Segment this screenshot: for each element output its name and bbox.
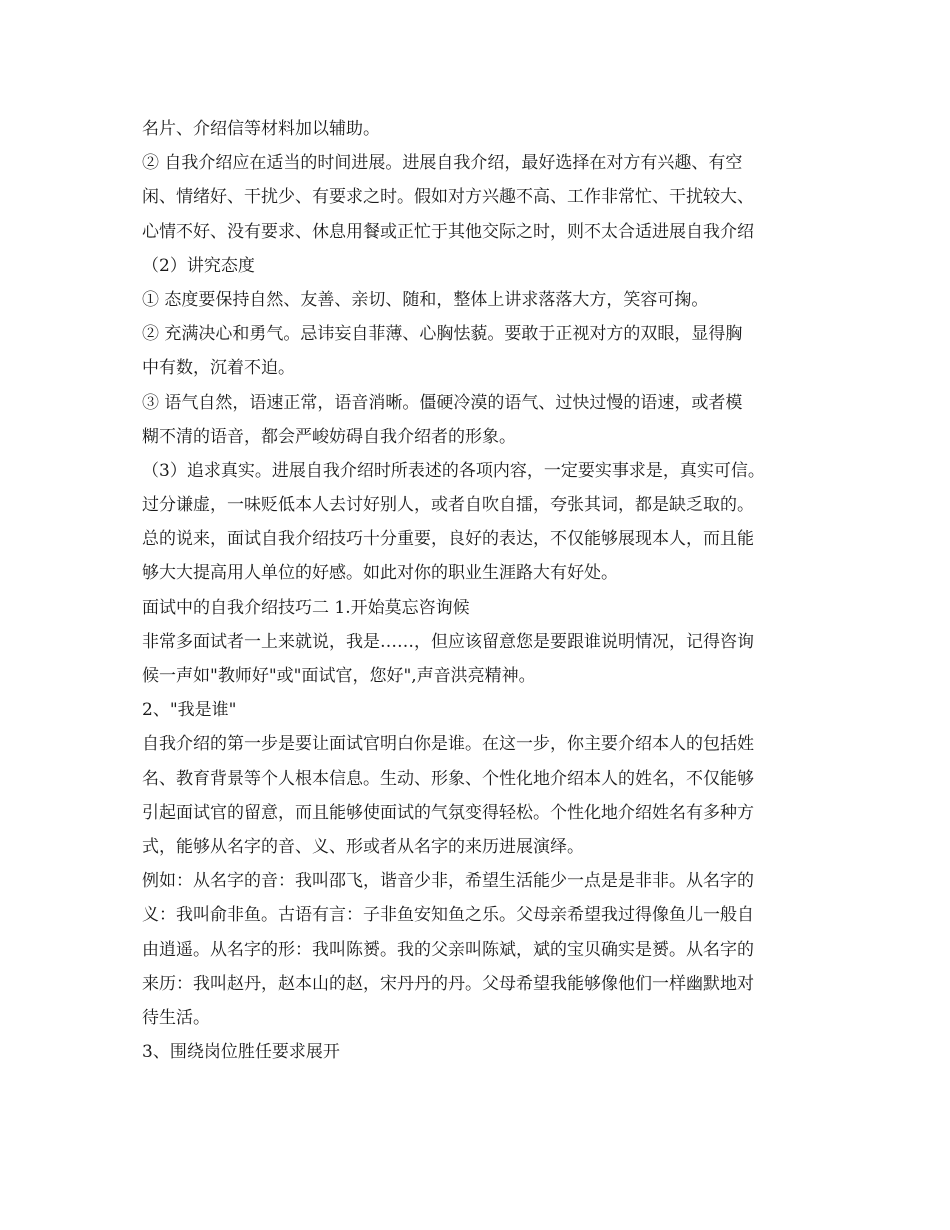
- text-line: 心情不好、没有要求、休息用餐或正忙于其他交际之时，则不太合适进展自我介绍: [142, 221, 754, 242]
- text-line: 闲、情绪好、干扰少、有要求之时。假如对方兴趣不高、工作非常忙、干扰较大、: [142, 187, 754, 208]
- text-line: 自我介绍的第一步是要让面试官明白你是谁。在这一步，你主要介绍本人的包括姓: [142, 734, 754, 755]
- text-line: 中有数，沉着不迫。: [142, 358, 295, 379]
- section-heading: 3、围绕岗位胜任要求展开: [142, 1042, 340, 1063]
- section-heading: 2、"我是谁": [142, 700, 237, 721]
- text-line: 够大大提高用人单位的好感。如此对你的职业生涯路大有好处。: [142, 563, 618, 584]
- text-line: 例如：从名字的音：我叫邵飞，谐音少非，希望生活能少一点是是非非。从名字的: [142, 871, 754, 892]
- text-line: ① 态度要保持自然、友善、亲切、随和，整体上讲求落落大方，笑容可掬。: [142, 289, 709, 310]
- section-heading: 面试中的自我介绍技巧二 1.开始莫忘咨询候: [142, 597, 470, 618]
- text-line: 过分谦虚，一味贬低本人去讨好别人，或者自吹自擂，夸张其词，都是缺乏取的。: [142, 495, 754, 516]
- section-heading: （2）讲究态度: [142, 255, 255, 276]
- text-line: 式，能够从名字的音、义、形或者从名字的来历进展演绎。: [142, 836, 584, 857]
- text-line: 名、教育背景等个人根本信息。生动、形象、个性化地介绍本人的姓名，不仅能够: [142, 768, 754, 789]
- text-line: 引起面试官的留意，而且能够使面试的气氛变得轻松。个性化地介绍姓名有多种方: [142, 802, 754, 823]
- text-line: 候一声如"教师好"或"面试官，您好",声音洪亮精神。: [142, 666, 536, 686]
- document-body: [142, 112, 832, 1069]
- text-line: 糊不清的语音，都会严峻妨碍自我介绍者的形象。: [142, 426, 516, 447]
- text-line: ② 自我介绍应在适当的时间进展。进展自我介绍，最好选择在对方有兴趣、有空: [142, 153, 743, 174]
- text-line: 待生活。: [142, 1007, 210, 1028]
- text-line: 非常多面试者一上来就说，我是……，但应该留意您是要跟谁说明情况，记得咨询: [142, 631, 754, 652]
- text-line: ② 充满决心和勇气。忌讳妄自菲薄、心胸怯藐。要敢于正视对方的双眼，显得胸: [142, 324, 743, 345]
- text-line: 总的说来，面试自我介绍技巧十分重要，良好的表达，不仅能够展现本人，而且能: [142, 529, 754, 550]
- text-line: 来历：我叫赵丹，赵本山的赵，宋丹丹的丹。父母希望我能够像他们一样幽默地对: [142, 973, 754, 994]
- text-line: 由逍遥。从名字的形：我叫陈赟。我的父亲叫陈斌，斌的宝贝确实是赟。从名字的: [142, 939, 754, 960]
- text-line: （3）追求真实。进展自我介绍时所表述的各项内容，一定要实事求是，真实可信。: [142, 460, 765, 481]
- text-line: ③ 语气自然，语速正常，语音消晰。僵硬冷漠的语气、过快过慢的语速，或者模: [142, 392, 743, 413]
- text-line: 义：我叫俞非鱼。古语有言：子非鱼安知鱼之乐。父母亲希望我过得像鱼儿一般自: [142, 905, 754, 926]
- text-line: 名片、介绍信等材料加以辅助。: [142, 119, 380, 139]
